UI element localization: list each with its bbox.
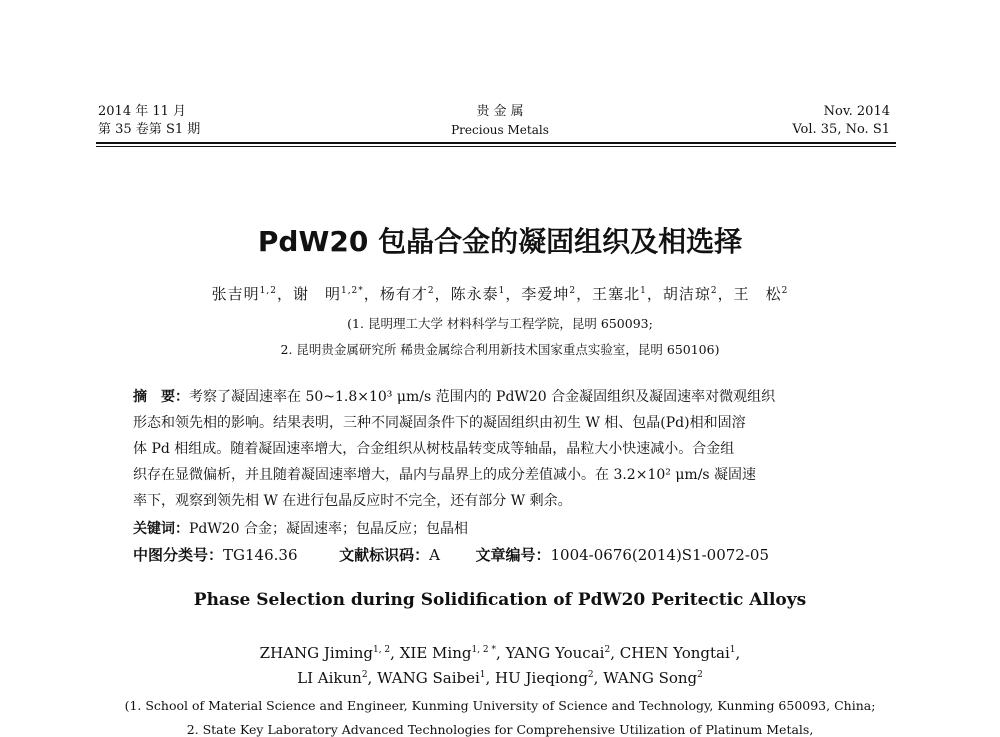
author-name-cn: 王 松 [733,285,782,303]
author-name-en: HU Jieqiong [495,669,588,687]
affiliation-en-2: 2. State Key Laboratory Advanced Technologies for Comprehensive Utilization of Platinum Metals, [186,722,814,737]
author-affiliation-marker: 1 [729,645,736,655]
keywords-value: PdW20 合金；凝固速率；包晶反应；包晶相 [189,521,469,537]
article-number-value: 1004-0676(2014)S1-0072-05 [550,546,770,564]
author-name-cn: 胡洁琼 [662,285,711,303]
author-name-cn: 张吉明 [211,285,260,303]
author-name-en: WANG Song [603,669,698,687]
author-affiliation-marker: 2 [604,645,611,655]
author-affiliation-marker: 2 [587,670,594,680]
author-affiliation-marker: 1,2* [340,286,364,296]
clc-label: 中图分类号： [133,546,224,564]
clc-value: TG146.36 [223,546,298,564]
header-volume-cn: 第 35 卷第 S1 期 [98,122,201,137]
abstract-line: 织存在显微偏析，并且随着凝固速率增大，晶内与晶界上的成分差值减小。在 3.2×10² μm/s 凝固速 [133,467,757,483]
author-affiliation-marker: 1, 2 * [471,645,497,655]
header-volume-en: Vol. 35, No. S1 [792,122,890,137]
header-date-cn: 2014 年 11 月 [98,104,187,119]
author-name-en: ZHANG Jiming [259,644,373,662]
header-rule-thin [96,146,896,147]
author-affiliation-marker: 2 [569,286,577,296]
article-number-label: 文章编号： [475,546,551,564]
author-affiliation-marker: 2 [697,670,703,680]
keywords-label: 关键词： [133,521,189,537]
author-affiliation-marker: 2 [710,286,718,296]
author-affiliation-marker: 2 [361,670,368,680]
authors-en-line2: LI Aikun$^2$, WANG Saibei$^1$, HU Jieqiong$^2$, WANG Song$^2$ [297,669,703,687]
affiliation-en-1: (1. School of Material Science and Engineer, Kunming University of Science and Technology, Kunming 650093, China; [124,698,876,713]
abstract-line: 率下，观察到领先相 W 在进行包晶反应时不完全，还有部分 W 剩余。 [133,493,572,509]
abstract-line: 体 Pd 相组成。随着凝固速率增大，合金组织从树枝晶转变成等轴晶，晶粒大小快速减小。合金组 [133,441,735,457]
author-name-en: LI Aikun [297,669,362,687]
header-rule-thick [96,142,896,144]
author-name-cn: 王塞北 [592,285,641,303]
author-name-cn: 杨有才 [379,285,428,303]
author-name-en: XIE Ming [399,644,472,662]
author-affiliation-marker: 1,2 [259,286,277,296]
author-affiliation-marker: 1 [640,286,647,296]
header-date-en: Nov. 2014 [823,104,890,119]
english-title: Phase Selection during Solidification of PdW20 Peritectic Alloys [193,590,807,610]
authors-en-line1: ZHANG Jiming$^{1, 2}$, XIE Ming$^{1, 2 *}$, YANG Youcai$^2$, CHEN Yongtai$^1$, [259,644,741,662]
keywords [133,518,468,538]
journal-name-en: Precious Metals [451,123,549,137]
author-name-en: YANG Youcai [505,644,605,662]
author-affiliation-marker: 1 [498,286,506,296]
author-name-cn: 谢 明 [292,285,341,303]
author-affiliation-marker: 1, 2 [372,645,391,655]
paper-title: PdW20 包晶合金的凝固组织及相选择 [257,225,743,258]
author-affiliation-marker: 1 [479,670,486,680]
authors-cn: 张吉明$^{1,2}$，谢 明$^{1,2*}$，杨有才$^2$，陈永泰$^1$，李爱坤$^2$，王塞北$^1$，胡洁琼$^2$，王 松$^2$ [211,285,789,303]
classification-line [133,544,769,565]
author-name-en: WANG Saibei [377,669,480,687]
abstract [133,384,870,514]
affiliation-cn-2: 2. 昆明贵金属研究所 稀贵金属综合利用新技术国家重点实验室，昆明 650106) [280,342,720,357]
abstract-line: 形态和领先相的影响。结果表明，三种不同凝固条件下的凝固组织由初生 W 相、包晶(Pd)相和固溶 [133,415,746,431]
author-name-en: CHEN Yongtai [619,644,730,662]
author-affiliation-marker: 2 [427,286,435,296]
doc-code-label: 文献标识码： [339,546,430,564]
doc-code-value: A [429,546,440,564]
author-name-cn: 李爱坤 [521,285,570,303]
author-name-cn: 陈永泰 [450,285,499,303]
journal-name-cn: 贵 金 属 [476,104,524,119]
author-affiliation-marker: 2 [781,286,789,296]
abstract-label: 摘 要： [133,389,189,405]
affiliation-cn-1: (1. 昆明理工大学 材料科学与工程学院，昆明 650093; [347,316,653,331]
abstract-line: 考察了凝固速率在 50~1.8×10³ μm/s 范围内的 PdW20 合金凝固组织及凝固速率对微观组织 [189,389,776,405]
